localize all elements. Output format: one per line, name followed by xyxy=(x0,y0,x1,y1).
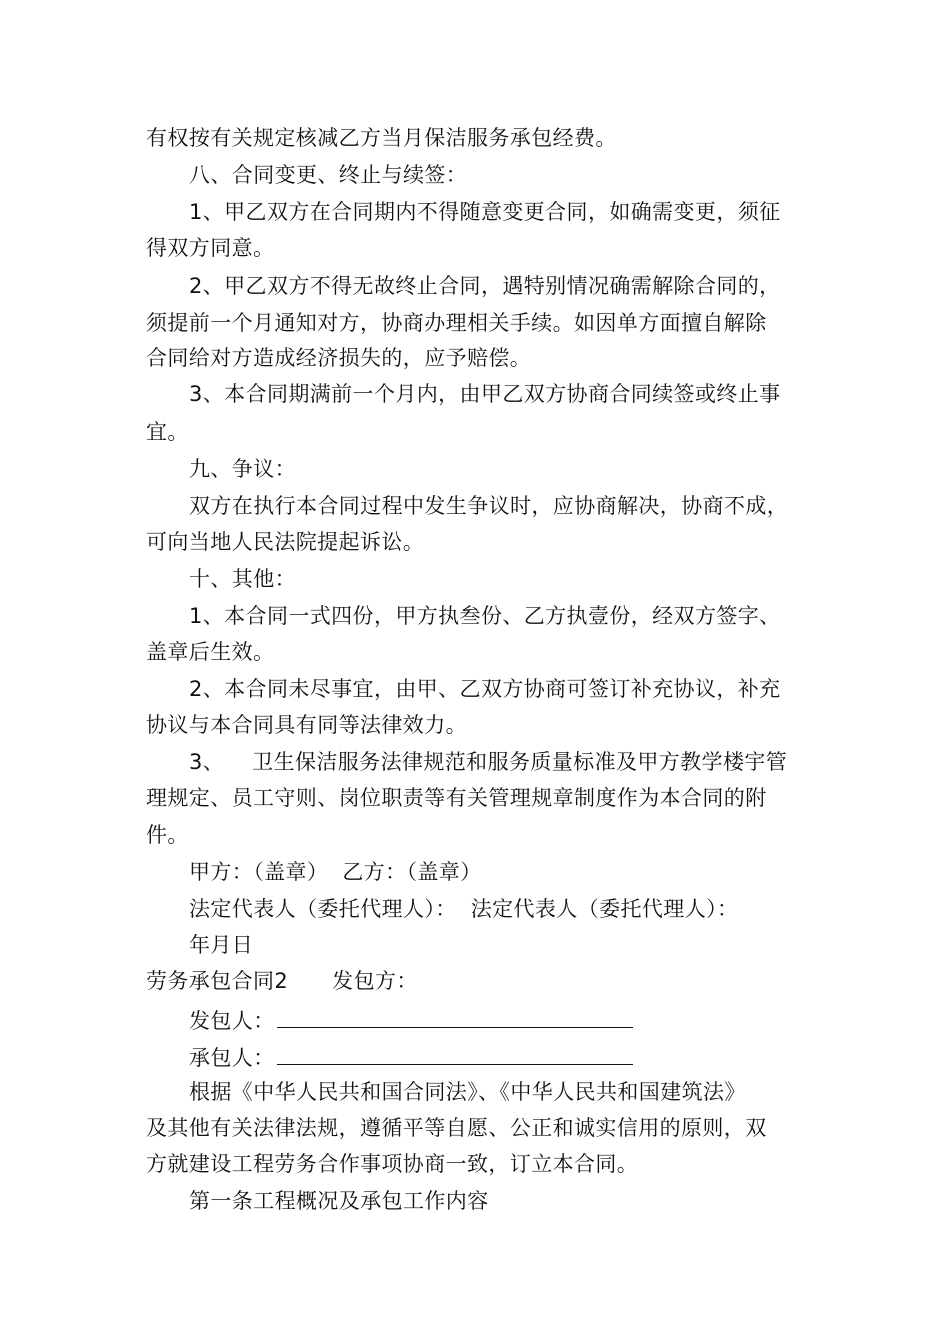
dispute-clause xyxy=(189,493,788,519)
paragraph-line xyxy=(146,310,767,336)
text: 得双方同意。 xyxy=(146,236,275,260)
representative-line xyxy=(189,896,738,922)
clause-8-2 xyxy=(189,273,781,299)
paragraph-line xyxy=(146,785,767,811)
text: 及其他有关法律法规，遵循平等自愿、公正和诚实信用的原则，双 xyxy=(146,1116,767,1140)
paragraph-line xyxy=(146,345,531,371)
text: 2、本合同未尽事宜，由甲、乙双方协商可签订补充协议，补充 xyxy=(189,677,781,701)
paragraph-line xyxy=(146,639,274,665)
section-heading-8 xyxy=(189,162,467,188)
party-a-seal: 甲方：（盖章） xyxy=(189,860,329,884)
contract-title: 劳务承包合同2 xyxy=(146,969,289,993)
text: 双方在执行本合同过程中发生争议时，应协商解决，协商不成， xyxy=(189,494,789,518)
party-a-representative: 法定代表人（委托代理人）： xyxy=(189,897,457,921)
paragraph-line xyxy=(146,419,189,445)
clause-10-3 xyxy=(189,749,787,775)
text: 1、甲乙双方在合同期内不得随意变更合同，如确需变更，须征 xyxy=(189,200,781,224)
contractor-blank xyxy=(277,1042,633,1065)
paragraph-line xyxy=(146,1115,767,1141)
clause-number: 3、 xyxy=(189,750,225,774)
text: 合同给对方造成经济损失的，应予赔偿。 xyxy=(146,346,532,370)
party-b-seal: 乙方：（盖章） xyxy=(342,860,482,884)
issuer-signature-line xyxy=(189,1005,633,1034)
date-line xyxy=(189,932,253,958)
text: 根据《中华人民共和国合同法》、《中华人民共和国建筑法》 xyxy=(189,1080,746,1104)
article-1-heading xyxy=(189,1188,489,1214)
text: 方就建设工程劳务合作事项协商一致，订立本合同。 xyxy=(146,1152,639,1176)
text: 理规定、员工守则、岗位职责等有关管理规章制度作为本合同的附 xyxy=(146,786,767,810)
party-b-representative: 法定代表人（委托代理人）： xyxy=(470,897,739,921)
paragraph-line xyxy=(146,712,467,738)
clause-8-1 xyxy=(189,199,781,225)
section-heading-10 xyxy=(189,566,296,592)
text: 1、本合同一式四份，甲方执叁份、乙方执壹份，经双方签字、 xyxy=(189,604,781,628)
contract-2-title-line xyxy=(146,968,418,994)
preamble-line xyxy=(189,1079,746,1105)
text: 件。 xyxy=(146,823,189,847)
contractor-person-label: 承包人： xyxy=(189,1046,275,1070)
text: 九、争议： xyxy=(189,457,296,481)
clause-10-2 xyxy=(189,676,781,702)
text: 十、其他： xyxy=(189,567,296,591)
text: 卫生保洁服务法律规范和服务质量标准及甲方教学楼宇管 xyxy=(252,750,788,774)
text: 2、甲乙双方不得无故终止合同，遇特别情况确需解除合同的， xyxy=(189,274,781,298)
text: 宜。 xyxy=(146,420,189,444)
paragraph-line xyxy=(146,125,617,151)
clause-8-3 xyxy=(189,381,781,407)
text: 可向当地人民法院提起诉讼。 xyxy=(146,530,425,554)
issuer-label: 发包人： xyxy=(189,1009,275,1033)
section-heading-9 xyxy=(189,456,296,482)
text: 须提前一个月通知对方，协商办理相关手续。如因单方面擅自解除 xyxy=(146,311,767,335)
seal-line xyxy=(189,859,482,885)
text: 盖章后生效。 xyxy=(146,640,275,664)
issuer-blank xyxy=(277,1005,633,1028)
paragraph-line xyxy=(146,822,189,848)
paragraph-line xyxy=(146,529,424,555)
text: 3、本合同期满前一个月内，由甲乙双方协商合同续签或终止事 xyxy=(189,382,781,406)
paragraph-line xyxy=(146,1151,638,1177)
text: 第一条工程概况及承包工作内容 xyxy=(189,1189,489,1213)
text: 协议与本合同具有同等法律效力。 xyxy=(146,713,467,737)
contractor-label: 发包方： xyxy=(332,969,418,993)
contractor-signature-line xyxy=(189,1042,633,1071)
paragraph-line xyxy=(146,235,274,261)
clause-10-1 xyxy=(189,603,781,629)
text: 有权按有关规定核减乙方当月保洁服务承包经费。 xyxy=(146,126,617,150)
text: 年月日 xyxy=(189,933,254,957)
text: 八、合同变更、终止与续签： xyxy=(189,163,468,187)
